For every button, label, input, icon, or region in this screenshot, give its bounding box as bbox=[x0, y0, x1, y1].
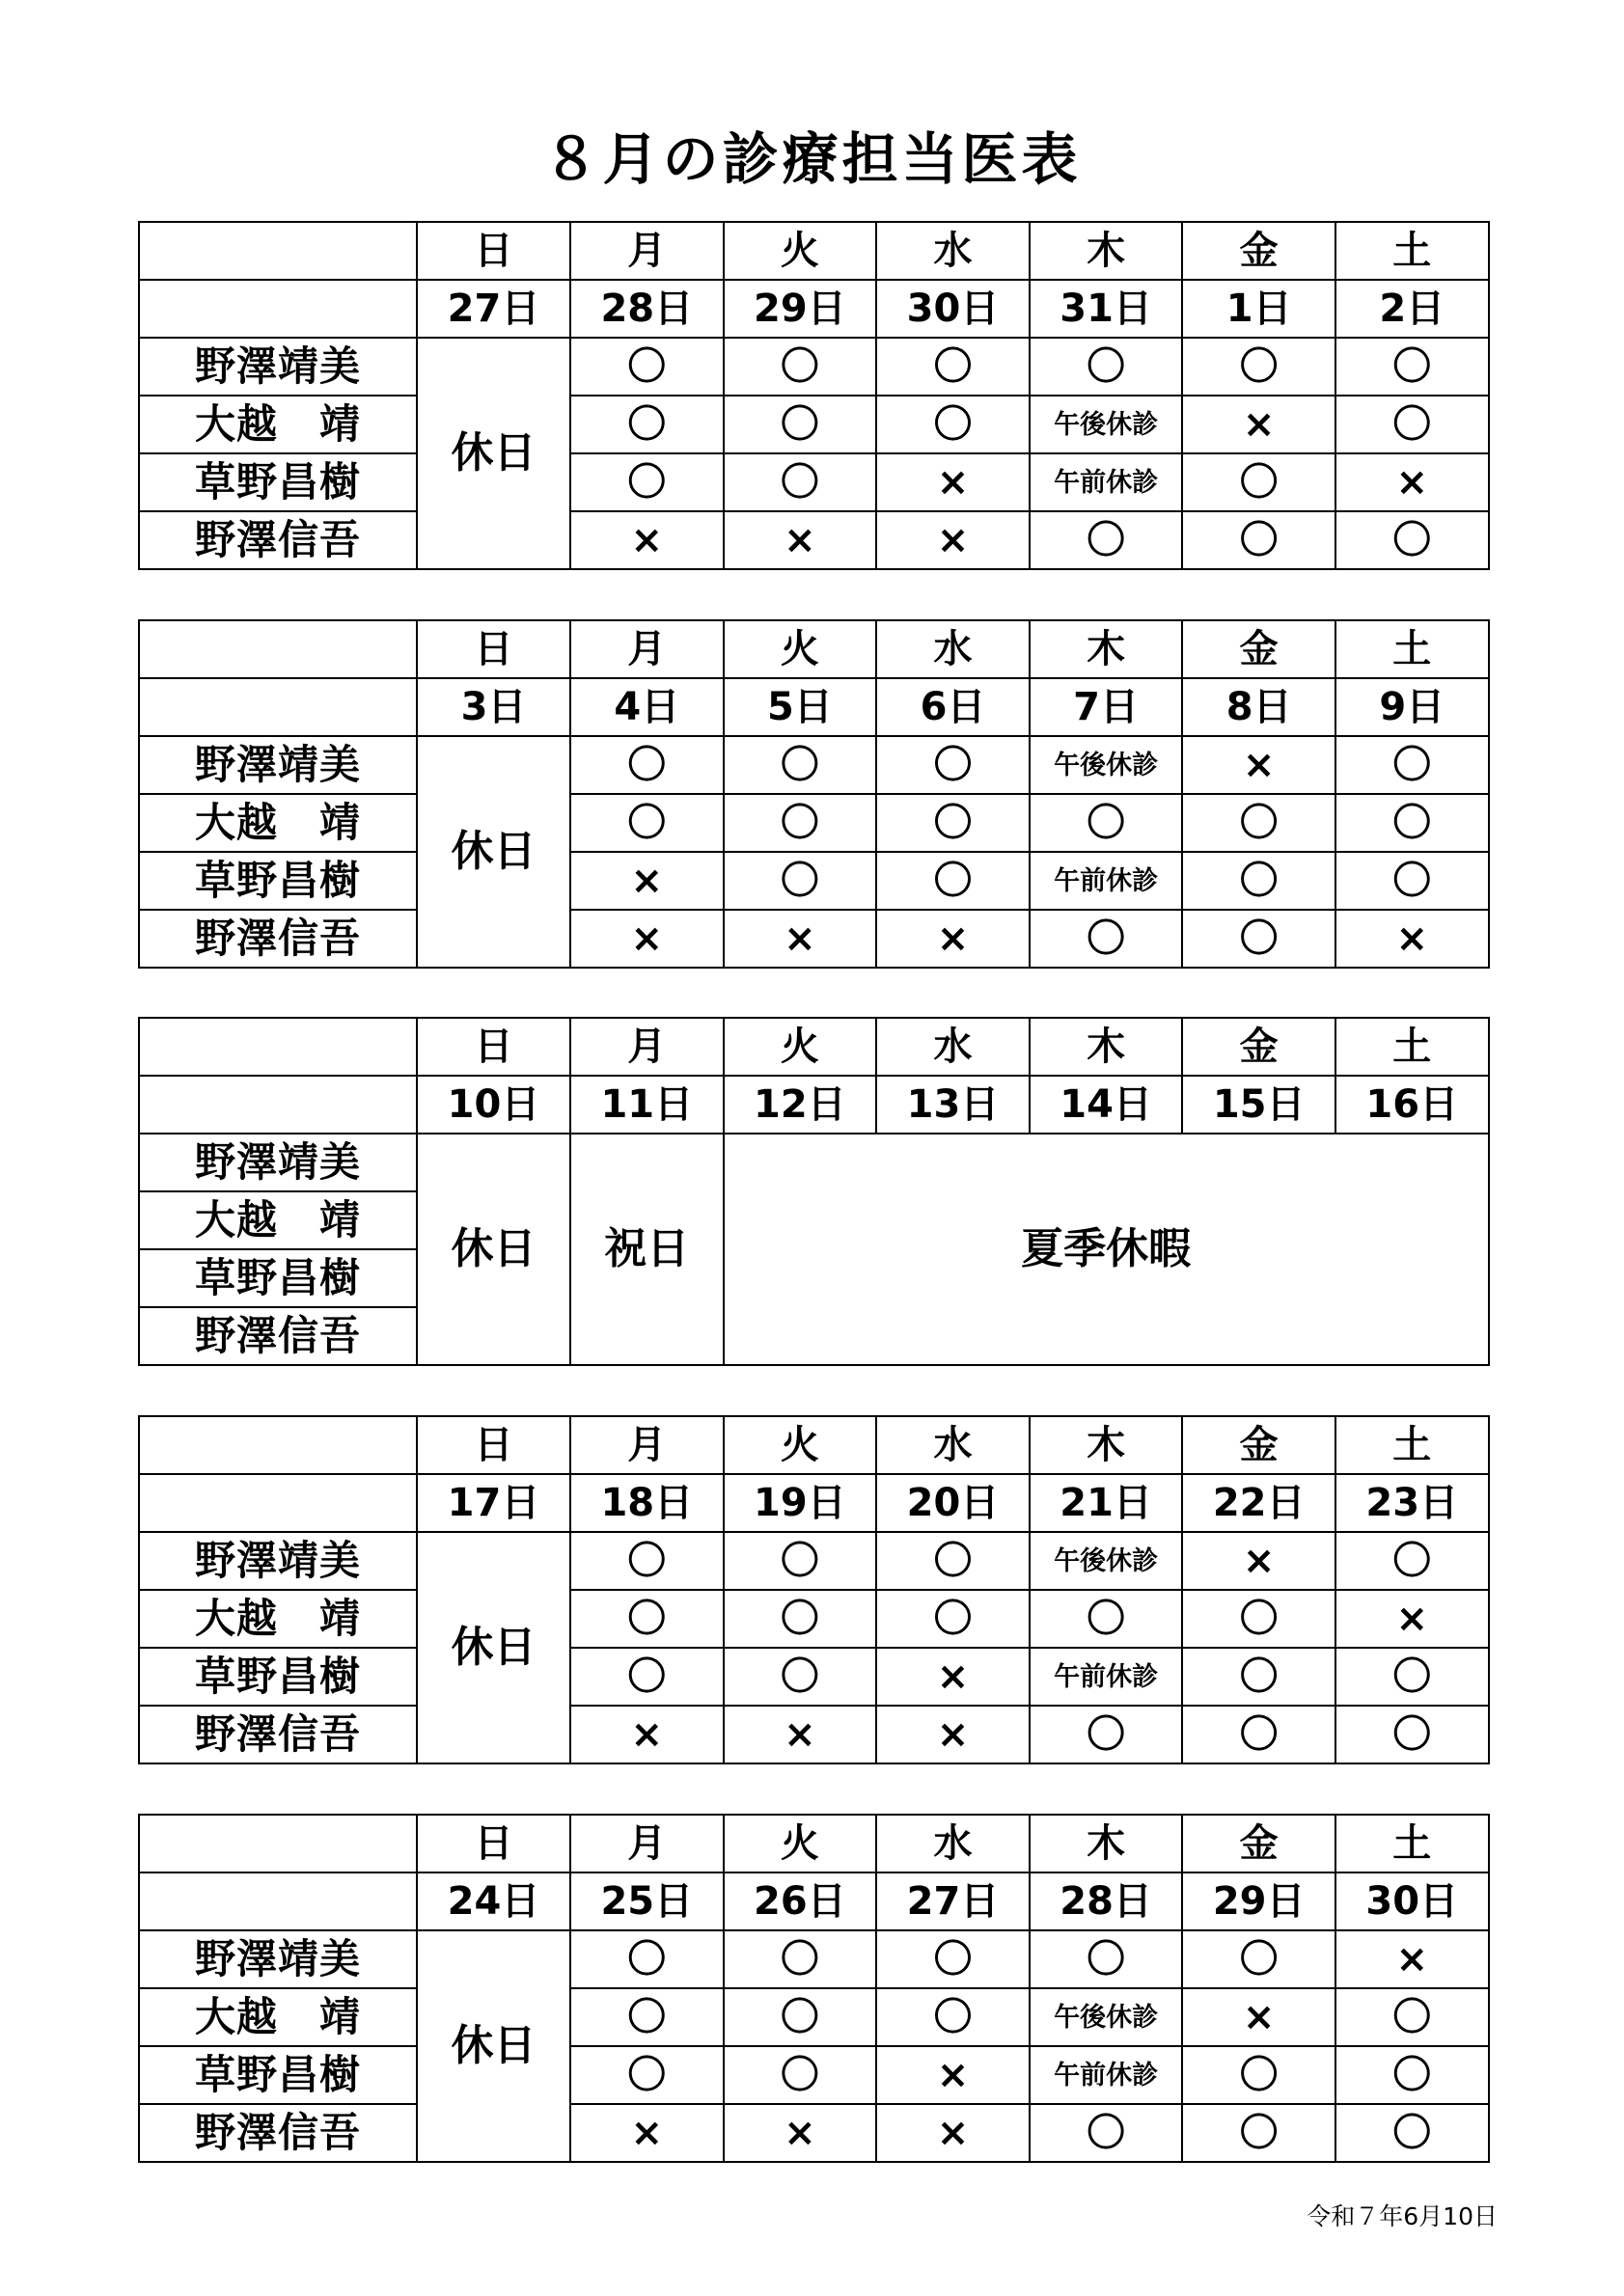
availability-mark: 〇 bbox=[1335, 338, 1489, 396]
availability-mark: 〇 bbox=[876, 1590, 1030, 1648]
date-header: 24日 bbox=[417, 1872, 570, 1930]
doctor-name: 野澤信吾 bbox=[139, 910, 417, 968]
week-table bbox=[138, 619, 1490, 969]
doctor-row bbox=[139, 1988, 1489, 2046]
availability-mark: × bbox=[876, 1706, 1030, 1763]
weekday-header: 土 bbox=[1335, 222, 1489, 280]
date-header: 27日 bbox=[876, 1872, 1030, 1930]
weekday-header: 土 bbox=[1335, 1815, 1489, 1872]
availability-mark: × bbox=[570, 1706, 724, 1763]
weekday-header: 土 bbox=[1335, 620, 1489, 678]
date-header: 7日 bbox=[1030, 678, 1183, 736]
availability-mark: 〇 bbox=[1335, 511, 1489, 569]
doctor-row bbox=[139, 396, 1489, 453]
availability-mark: 〇 bbox=[1030, 910, 1183, 968]
availability-mark: 〇 bbox=[1182, 2104, 1335, 2162]
partial-closed-note: 午後休診 bbox=[1030, 736, 1183, 794]
weekday-header: 日 bbox=[417, 1815, 570, 1872]
availability-mark: 〇 bbox=[1182, 2046, 1335, 2104]
doctor-name: 野澤靖美 bbox=[139, 1134, 417, 1191]
availability-mark: × bbox=[1182, 396, 1335, 453]
availability-mark: 〇 bbox=[876, 338, 1030, 396]
availability-mark: × bbox=[1182, 1532, 1335, 1590]
doctor-name: 草野昌樹 bbox=[139, 852, 417, 910]
availability-mark: 〇 bbox=[1335, 396, 1489, 453]
availability-mark: 〇 bbox=[1182, 453, 1335, 511]
corner-cell bbox=[139, 620, 417, 678]
weekday-header: 月 bbox=[570, 1018, 724, 1076]
availability-mark: 〇 bbox=[724, 1648, 877, 1706]
weekday-header: 金 bbox=[1182, 222, 1335, 280]
availability-mark: 〇 bbox=[570, 736, 724, 794]
doctor-row bbox=[139, 1134, 1489, 1191]
corner-cell bbox=[139, 1872, 417, 1930]
week-table bbox=[138, 221, 1490, 570]
partial-closed-note: 午前休診 bbox=[1030, 1648, 1183, 1706]
partial-closed-note: 午前休診 bbox=[1030, 453, 1183, 511]
doctor-name: 野澤靖美 bbox=[139, 338, 417, 396]
sunday-closed: 休日 bbox=[417, 736, 570, 968]
doctor-row bbox=[139, 1648, 1489, 1706]
weekday-header: 木 bbox=[1030, 222, 1183, 280]
weekday-row bbox=[139, 620, 1489, 678]
availability-mark: 〇 bbox=[1335, 1532, 1489, 1590]
weekday-header: 木 bbox=[1030, 1815, 1183, 1872]
availability-mark: × bbox=[1182, 736, 1335, 794]
doctor-row bbox=[139, 2046, 1489, 2104]
weekday-row bbox=[139, 1416, 1489, 1474]
corner-cell bbox=[139, 222, 417, 280]
availability-mark: 〇 bbox=[724, 453, 877, 511]
availability-mark: 〇 bbox=[570, 338, 724, 396]
availability-mark: 〇 bbox=[724, 794, 877, 852]
availability-mark: 〇 bbox=[1335, 736, 1489, 794]
weekday-header: 火 bbox=[724, 222, 877, 280]
weekday-row bbox=[139, 1815, 1489, 1872]
doctor-name: 大越 靖 bbox=[139, 396, 417, 453]
sunday-closed: 休日 bbox=[417, 338, 570, 569]
date-header: 2日 bbox=[1335, 280, 1489, 338]
partial-closed-note: 午後休診 bbox=[1030, 1988, 1183, 2046]
availability-mark: 〇 bbox=[570, 1930, 724, 1988]
doctor-name: 野澤靖美 bbox=[139, 1930, 417, 1988]
date-header: 18日 bbox=[570, 1474, 724, 1532]
availability-mark: 〇 bbox=[876, 736, 1030, 794]
corner-cell bbox=[139, 1416, 417, 1474]
weekday-header: 日 bbox=[417, 620, 570, 678]
weekday-header: 火 bbox=[724, 1416, 877, 1474]
doctor-row bbox=[139, 1532, 1489, 1590]
corner-cell bbox=[139, 1018, 417, 1076]
weekday-row bbox=[139, 1018, 1489, 1076]
date-header: 1日 bbox=[1182, 280, 1335, 338]
doctor-row bbox=[139, 453, 1489, 511]
weekday-header: 日 bbox=[417, 1018, 570, 1076]
availability-mark: × bbox=[876, 511, 1030, 569]
partial-closed-note: 午前休診 bbox=[1030, 2046, 1183, 2104]
date-header: 5日 bbox=[724, 678, 877, 736]
availability-mark: × bbox=[724, 910, 877, 968]
doctor-row bbox=[139, 794, 1489, 852]
availability-mark: 〇 bbox=[724, 1988, 877, 2046]
date-header: 15日 bbox=[1182, 1076, 1335, 1134]
availability-mark: 〇 bbox=[1182, 1930, 1335, 1988]
page-title: ８月の診療担当医表 bbox=[542, 126, 1082, 192]
availability-mark: 〇 bbox=[1182, 1590, 1335, 1648]
doctor-name: 草野昌樹 bbox=[139, 453, 417, 511]
date-header: 30日 bbox=[1335, 1872, 1489, 1930]
date-header: 23日 bbox=[1335, 1474, 1489, 1532]
partial-closed-note: 午前休診 bbox=[1030, 852, 1183, 910]
availability-mark: 〇 bbox=[876, 396, 1030, 453]
doctor-name: 大越 靖 bbox=[139, 1590, 417, 1648]
availability-mark: × bbox=[1182, 1988, 1335, 2046]
week-table bbox=[138, 1415, 1490, 1764]
availability-mark: 〇 bbox=[1030, 338, 1183, 396]
weekday-header: 金 bbox=[1182, 1815, 1335, 1872]
date-header: 6日 bbox=[876, 678, 1030, 736]
doctor-row bbox=[139, 2104, 1489, 2162]
weekday-header: 金 bbox=[1182, 620, 1335, 678]
availability-mark: 〇 bbox=[570, 1988, 724, 2046]
date-header: 16日 bbox=[1335, 1076, 1489, 1134]
availability-mark: 〇 bbox=[876, 1988, 1030, 2046]
corner-cell bbox=[139, 1076, 417, 1134]
weekday-header: 木 bbox=[1030, 620, 1183, 678]
availability-mark: 〇 bbox=[1182, 852, 1335, 910]
summer-vacation: 夏季休暇 bbox=[724, 1134, 1489, 1365]
date-header: 20日 bbox=[876, 1474, 1030, 1532]
availability-mark: 〇 bbox=[876, 1532, 1030, 1590]
date-header: 14日 bbox=[1030, 1076, 1183, 1134]
availability-mark: × bbox=[1335, 910, 1489, 968]
doctor-name: 草野昌樹 bbox=[139, 2046, 417, 2104]
availability-mark: 〇 bbox=[1335, 1988, 1489, 2046]
availability-mark: 〇 bbox=[724, 736, 877, 794]
corner-cell bbox=[139, 678, 417, 736]
date-header: 4日 bbox=[570, 678, 724, 736]
doctor-row bbox=[139, 511, 1489, 569]
date-header: 21日 bbox=[1030, 1474, 1183, 1532]
date-header: 27日 bbox=[417, 280, 570, 338]
availability-mark: 〇 bbox=[1030, 1590, 1183, 1648]
date-header: 30日 bbox=[876, 280, 1030, 338]
weekday-header: 月 bbox=[570, 1815, 724, 1872]
date-header: 8日 bbox=[1182, 678, 1335, 736]
date-row bbox=[139, 1076, 1489, 1134]
date-header: 3日 bbox=[417, 678, 570, 736]
availability-mark: 〇 bbox=[1182, 1706, 1335, 1763]
date-header: 22日 bbox=[1182, 1474, 1335, 1532]
weekday-header: 火 bbox=[724, 1815, 877, 1872]
availability-mark: 〇 bbox=[570, 2046, 724, 2104]
availability-mark: 〇 bbox=[1182, 511, 1335, 569]
doctor-name: 野澤信吾 bbox=[139, 511, 417, 569]
date-header: 26日 bbox=[724, 1872, 877, 1930]
doctor-name: 草野昌樹 bbox=[139, 1648, 417, 1706]
availability-mark: × bbox=[724, 2104, 877, 2162]
public-holiday: 祝日 bbox=[570, 1134, 724, 1365]
sunday-closed: 休日 bbox=[417, 1134, 570, 1365]
availability-mark: 〇 bbox=[1030, 794, 1183, 852]
availability-mark: × bbox=[1335, 453, 1489, 511]
date-header: 10日 bbox=[417, 1076, 570, 1134]
sunday-closed: 休日 bbox=[417, 1532, 570, 1763]
weekday-header: 土 bbox=[1335, 1018, 1489, 1076]
corner-cell bbox=[139, 280, 417, 338]
availability-mark: 〇 bbox=[724, 396, 877, 453]
date-header: 28日 bbox=[1030, 1872, 1183, 1930]
availability-mark: 〇 bbox=[1335, 2046, 1489, 2104]
doctor-row bbox=[139, 338, 1489, 396]
weekday-header: 木 bbox=[1030, 1018, 1183, 1076]
date-header: 29日 bbox=[1182, 1872, 1335, 1930]
availability-mark: 〇 bbox=[570, 1590, 724, 1648]
issue-date: 令和７年6月10日 bbox=[1307, 2202, 1498, 2230]
availability-mark: 〇 bbox=[1182, 338, 1335, 396]
date-header: 17日 bbox=[417, 1474, 570, 1532]
corner-cell bbox=[139, 1815, 417, 1872]
availability-mark: 〇 bbox=[1335, 2104, 1489, 2162]
weekday-header: 木 bbox=[1030, 1416, 1183, 1474]
availability-mark: 〇 bbox=[1335, 852, 1489, 910]
availability-mark: 〇 bbox=[570, 794, 724, 852]
date-row bbox=[139, 1474, 1489, 1532]
doctor-name: 野澤信吾 bbox=[139, 1706, 417, 1763]
date-row bbox=[139, 280, 1489, 338]
availability-mark: × bbox=[876, 2046, 1030, 2104]
availability-mark: 〇 bbox=[1030, 1930, 1183, 1988]
availability-mark: 〇 bbox=[1335, 1706, 1489, 1763]
doctor-name: 大越 靖 bbox=[139, 1988, 417, 2046]
availability-mark: × bbox=[876, 453, 1030, 511]
availability-mark: 〇 bbox=[570, 396, 724, 453]
availability-mark: 〇 bbox=[1030, 1706, 1183, 1763]
doctor-row bbox=[139, 852, 1489, 910]
sunday-closed: 休日 bbox=[417, 1930, 570, 2162]
availability-mark: 〇 bbox=[1182, 910, 1335, 968]
availability-mark: 〇 bbox=[724, 1930, 877, 1988]
availability-mark: 〇 bbox=[1030, 511, 1183, 569]
doctor-row bbox=[139, 1930, 1489, 1988]
availability-mark: × bbox=[570, 2104, 724, 2162]
weekday-header: 月 bbox=[570, 620, 724, 678]
availability-mark: × bbox=[724, 1706, 877, 1763]
weekday-header: 金 bbox=[1182, 1416, 1335, 1474]
availability-mark: 〇 bbox=[1335, 1648, 1489, 1706]
doctor-row bbox=[139, 736, 1489, 794]
date-header: 29日 bbox=[724, 280, 877, 338]
availability-mark: 〇 bbox=[1335, 794, 1489, 852]
doctor-name: 大越 靖 bbox=[139, 794, 417, 852]
week-table bbox=[138, 1814, 1490, 2163]
availability-mark: 〇 bbox=[724, 852, 877, 910]
availability-mark: 〇 bbox=[1030, 2104, 1183, 2162]
doctor-name: 野澤靖美 bbox=[139, 1532, 417, 1590]
doctor-row bbox=[139, 1590, 1489, 1648]
availability-mark: × bbox=[570, 852, 724, 910]
availability-mark: × bbox=[1335, 1930, 1489, 1988]
availability-mark: 〇 bbox=[724, 1590, 877, 1648]
doctor-name: 野澤信吾 bbox=[139, 2104, 417, 2162]
weekday-header: 日 bbox=[417, 222, 570, 280]
partial-closed-note: 午後休診 bbox=[1030, 1532, 1183, 1590]
availability-mark: 〇 bbox=[724, 338, 877, 396]
week-table bbox=[138, 1017, 1490, 1366]
doctor-name: 大越 靖 bbox=[139, 1191, 417, 1249]
date-header: 9日 bbox=[1335, 678, 1489, 736]
date-header: 25日 bbox=[570, 1872, 724, 1930]
doctor-row bbox=[139, 1706, 1489, 1763]
availability-mark: 〇 bbox=[570, 453, 724, 511]
availability-mark: 〇 bbox=[876, 1930, 1030, 1988]
availability-mark: × bbox=[724, 511, 877, 569]
date-row bbox=[139, 1872, 1489, 1930]
weekday-header: 月 bbox=[570, 1416, 724, 1474]
date-row bbox=[139, 678, 1489, 736]
availability-mark: 〇 bbox=[724, 2046, 877, 2104]
partial-closed-note: 午後休診 bbox=[1030, 396, 1183, 453]
doctor-name: 野澤靖美 bbox=[139, 736, 417, 794]
availability-mark: × bbox=[876, 910, 1030, 968]
weekday-header: 水 bbox=[876, 222, 1030, 280]
weekday-header: 月 bbox=[570, 222, 724, 280]
weekday-header: 火 bbox=[724, 1018, 877, 1076]
weekday-header: 水 bbox=[876, 620, 1030, 678]
date-header: 11日 bbox=[570, 1076, 724, 1134]
availability-mark: 〇 bbox=[876, 794, 1030, 852]
weekday-header: 日 bbox=[417, 1416, 570, 1474]
doctor-name: 草野昌樹 bbox=[139, 1249, 417, 1307]
date-header: 13日 bbox=[876, 1076, 1030, 1134]
weekday-header: 火 bbox=[724, 620, 877, 678]
date-header: 12日 bbox=[724, 1076, 877, 1134]
weekday-header: 水 bbox=[876, 1815, 1030, 1872]
availability-mark: 〇 bbox=[570, 1648, 724, 1706]
weekday-header: 水 bbox=[876, 1018, 1030, 1076]
weekday-header: 土 bbox=[1335, 1416, 1489, 1474]
doctor-name: 野澤信吾 bbox=[139, 1307, 417, 1365]
weekday-row bbox=[139, 222, 1489, 280]
availability-mark: 〇 bbox=[1182, 1648, 1335, 1706]
corner-cell bbox=[139, 1474, 417, 1532]
availability-mark: × bbox=[570, 511, 724, 569]
weekday-header: 水 bbox=[876, 1416, 1030, 1474]
weekday-header: 金 bbox=[1182, 1018, 1335, 1076]
availability-mark: × bbox=[1335, 1590, 1489, 1648]
availability-mark: 〇 bbox=[570, 1532, 724, 1590]
availability-mark: × bbox=[876, 1648, 1030, 1706]
availability-mark: 〇 bbox=[724, 1532, 877, 1590]
availability-mark: 〇 bbox=[1182, 794, 1335, 852]
availability-mark: × bbox=[570, 910, 724, 968]
availability-mark: × bbox=[876, 2104, 1030, 2162]
doctor-row bbox=[139, 910, 1489, 968]
availability-mark: 〇 bbox=[876, 852, 1030, 910]
date-header: 28日 bbox=[570, 280, 724, 338]
date-header: 19日 bbox=[724, 1474, 877, 1532]
date-header: 31日 bbox=[1030, 280, 1183, 338]
